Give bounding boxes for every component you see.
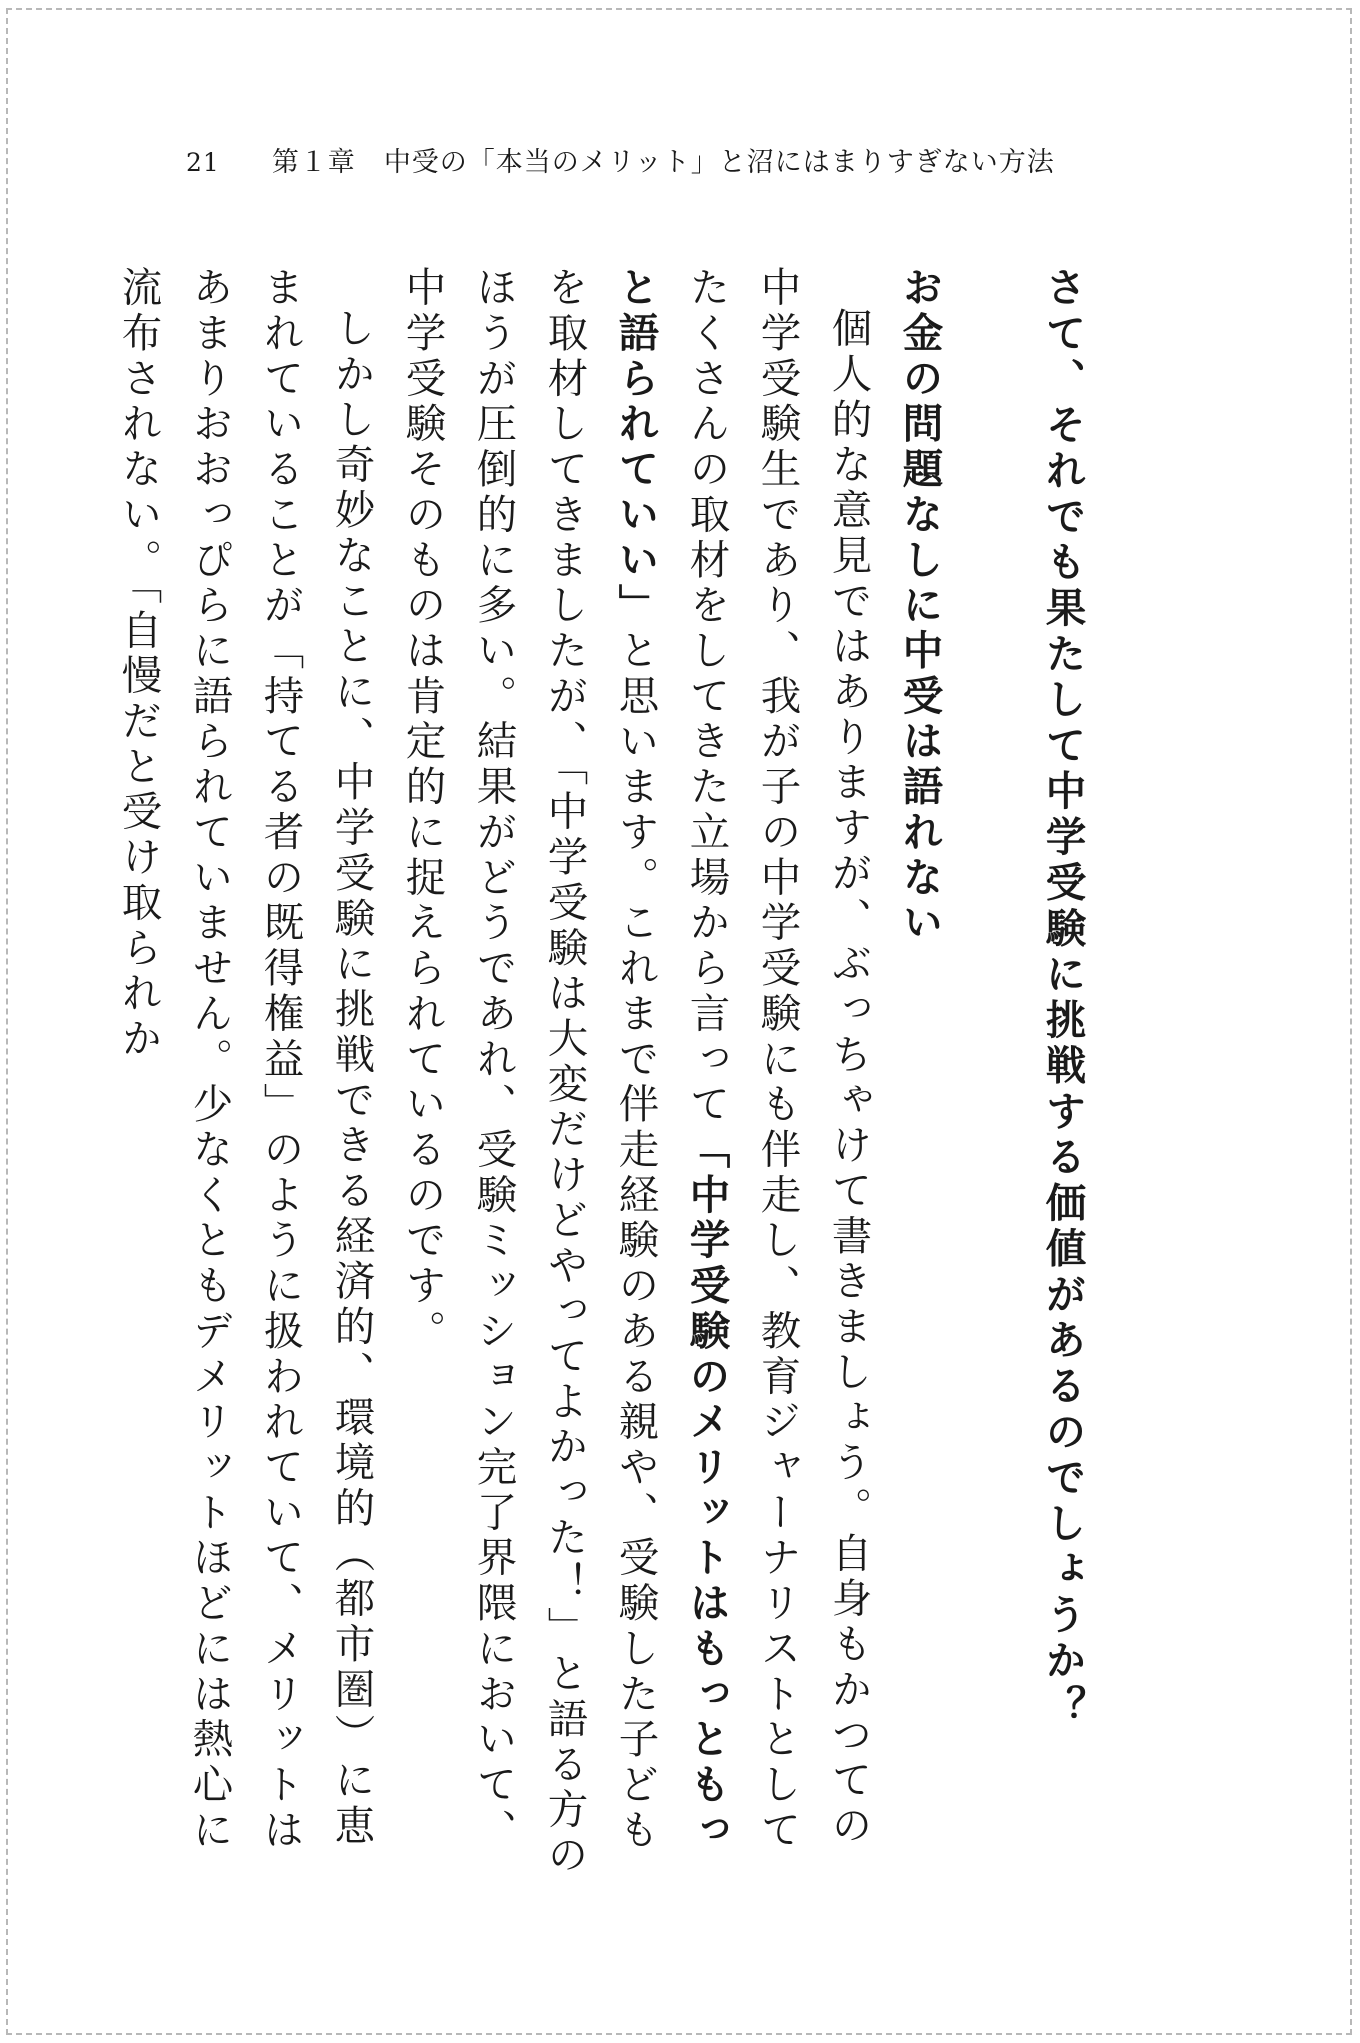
paragraph-1-text-a: 個人的な意見ではありますが、ぶっちゃけて書きましょう。自身もかつての中学受験生であり、我が子の中学受験にも伴走し、教育ジャーナリストとしてたくさんの取材をしてきた立場から言って: [682, 266, 873, 1854]
chapter-title: 中受の「本当のメリット」と沼にはまりすぎない方法: [383, 147, 1055, 178]
body-text: [32, 266, 1139, 1886]
paragraph-1: [387, 266, 884, 1886]
page-number: 21: [186, 148, 220, 177]
running-head: [186, 140, 1055, 179]
subheading: お金の問題なしに中受は語れない: [895, 266, 944, 947]
paragraph-2: しかし奇妙なことに、中学受験に挑戦できる経済的、環境的（都市圏）に恵まれていることが「持てる者の既得権益」のように扱われていて、メリットはあまりおおっぴらに語られていません。少なくともデメリットほどには熱心に流布されない。「自慢だと受け取られか: [114, 266, 376, 1854]
paragraph-1-text-b: と思います。これまで伴走経験のある親や、受験した子どもを取材してきましたが、「中学受験は大変だけどやってよかった！」と語る方のほうが圧倒的に多い。結果がどうであれ、受験ミッション完了界隈において、中学受験そのものは肯定的に捉えられているのです。: [398, 266, 660, 1879]
paragraph-1-emphasis: 「中学受験のメリットはもっともっと語られていい」: [611, 266, 731, 1854]
section-title: さて、それでも果たして中学受験に挑戦する価値があるのでしょうか？: [1038, 266, 1087, 1731]
chapter-label: 第１章: [271, 147, 356, 178]
